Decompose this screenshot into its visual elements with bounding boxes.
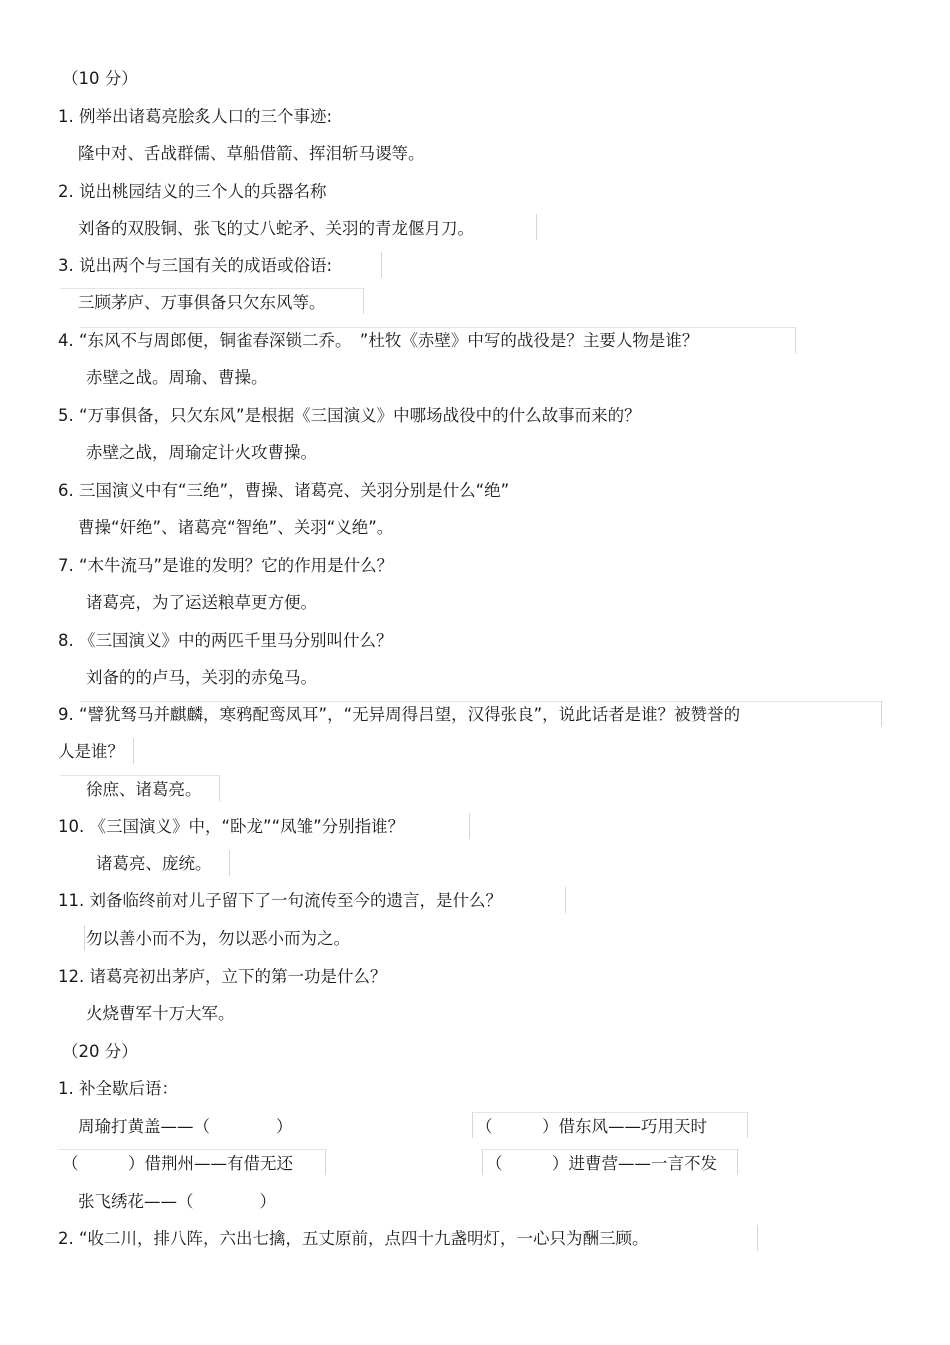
scan-border [472, 1112, 748, 1113]
section2-question-2: 2. “收二川，排八阵，六出七擒，五丈原前，点四十九盏明灯，一心只为酬三顾。 [58, 1229, 649, 1248]
question-8: 8. 《三国演义》中的两匹千里马分别叫什么？ [58, 631, 393, 650]
scan-border [84, 925, 85, 951]
xiehouyu-4: （ ）进曹营——一言不发 [486, 1154, 717, 1173]
answer-1: 隆中对、舌战群儒、草船借箭、挥泪斩马谡等。 [78, 144, 425, 163]
question-1: 1. 例举出诸葛亮脍炙人口的三个事迹: [58, 107, 333, 126]
scan-border [795, 327, 796, 353]
scan-border [881, 701, 882, 727]
section1-score: （10 分） [62, 69, 138, 88]
scan-border [482, 1149, 738, 1150]
scan-border [536, 214, 537, 240]
question-10: 10. 《三国演义》中，“卧龙”“凤雏”分别指谁？ [58, 817, 405, 836]
scan-border [363, 288, 364, 314]
scan-border [60, 775, 220, 776]
answer-6: 曹操“奸绝”、诸葛亮“智绝”、关羽“义绝”。 [78, 518, 394, 537]
answer-3: 三顾茅庐、万事俱备只欠东风等。 [78, 293, 326, 312]
question-2: 2. 说出桃园结义的三个人的兵器名称 [58, 182, 327, 201]
scan-border [565, 887, 566, 913]
question-9: 9. “譬犹驽马并麒麟，寒鸦配鸾凤耳”，“无异周得吕望，汉得张良”，说此话者是谁？被赞誉的 [58, 705, 741, 724]
question-5: 5. “万事俱备，只欠东风”是根据《三国演义》中哪场战役中的什么故事而来的？ [58, 406, 641, 425]
question-11: 11. 刘备临终前对儿子留下了一句流传至今的遗言，是什么？ [58, 891, 502, 910]
answer-11: 勿以善小而不为，勿以恶小而为之。 [86, 929, 350, 948]
scan-border [325, 1149, 326, 1175]
scan-border [472, 1112, 473, 1138]
scan-border [482, 1149, 483, 1175]
answer-4: 赤壁之战。周瑜、曹操。 [86, 368, 268, 387]
scan-border [469, 813, 470, 839]
scan-border [219, 775, 220, 801]
scan-border [757, 1225, 758, 1251]
scan-border [80, 701, 882, 702]
answer-10: 诸葛亮、庞统。 [96, 854, 212, 873]
scan-border [58, 1149, 326, 1150]
answer-8: 刘备的的卢马，关羽的赤兔马。 [86, 668, 317, 687]
answer-9: 徐庶、诸葛亮。 [86, 780, 202, 799]
scan-border [229, 850, 230, 876]
xiehouyu-3: （ ）借荆州——有借无还 [62, 1154, 293, 1173]
answer-12: 火烧曹军十万大军。 [86, 1004, 235, 1023]
question-6: 6. 三国演义中有“三绝”，曹操、诸葛亮、关羽分别是什么“绝” [58, 481, 510, 500]
xiehouyu-2: （ ）借东风——巧用天时 [476, 1117, 707, 1136]
xiehouyu-1: 周瑜打黄盖——（ ） [78, 1117, 293, 1136]
answer-5: 赤壁之战，周瑜定计火攻曹操。 [86, 443, 317, 462]
question-7: 7. “木牛流马”是谁的发明？它的作用是什么？ [58, 556, 394, 575]
question-12: 12. 诸葛亮初出茅庐，立下的第一功是什么？ [58, 967, 387, 986]
scan-border [80, 327, 796, 328]
answer-2: 刘备的双股铜、张飞的丈八蛇矛、关羽的青龙偃月刀。 [78, 219, 474, 238]
section2-score: （20 分） [62, 1042, 138, 1061]
scan-border [133, 738, 134, 764]
scan-border [381, 252, 382, 278]
xiehouyu-5: 张飞绣花——（ ） [78, 1192, 276, 1211]
question-3: 3. 说出两个与三国有关的成语或俗语: [58, 256, 333, 275]
scan-border [747, 1112, 748, 1138]
section2-question-1: 1. 补全歇后语： [58, 1079, 178, 1098]
question-9-cont: 人是谁？ [58, 742, 124, 761]
scan-border [60, 288, 364, 289]
question-4: 4. “东风不与周郎便，铜雀春深锁二乔。 ”杜牧《赤壁》中写的战役是？主要人物是谁？ [58, 331, 699, 350]
answer-7: 诸葛亮，为了运送粮草更方便。 [86, 593, 317, 612]
scan-border [737, 1149, 738, 1175]
